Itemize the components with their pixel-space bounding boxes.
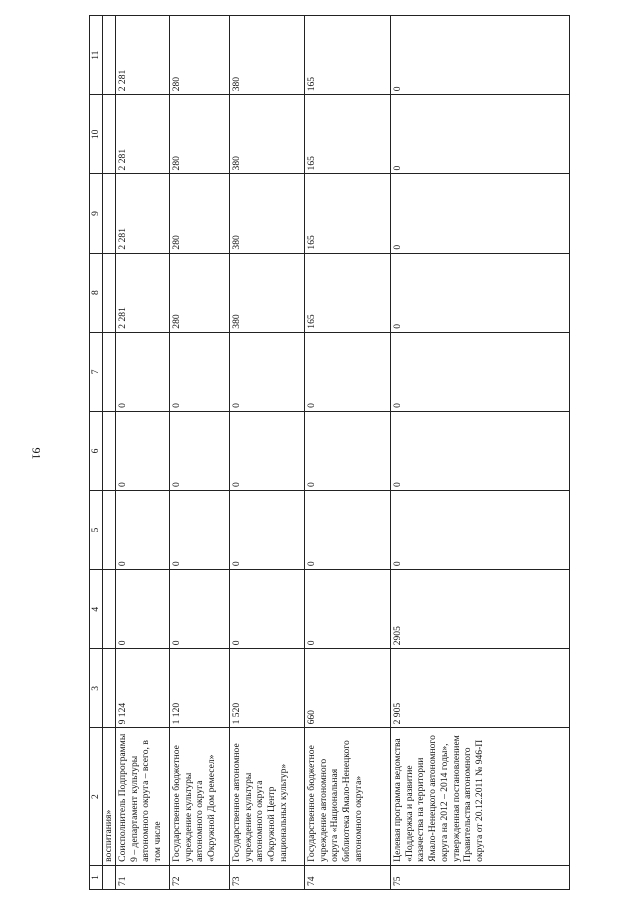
table-cell: [103, 332, 116, 411]
row-name: Соисполнитель Подпрограммы 9 – департамент культуры автономного округа – всего, в том числе: [116, 728, 170, 865]
table-cell: [103, 491, 116, 570]
row-number: 75: [391, 865, 570, 889]
budget-table: [89, 15, 570, 890]
value-cell: 0: [116, 332, 170, 411]
value-cell: 0: [170, 332, 230, 411]
value-cell: 0: [230, 332, 305, 411]
value-cell: 1 120: [170, 649, 230, 728]
value-cell: 0: [305, 491, 391, 570]
table-cell: [103, 253, 116, 332]
value-cell: 0: [391, 491, 570, 570]
value-cell: 0: [391, 174, 570, 253]
value-cell: 2905: [391, 570, 570, 649]
row-number: 74: [305, 865, 391, 889]
value-cell: 165: [305, 253, 391, 332]
value-cell: 0: [391, 411, 570, 490]
value-cell: 0: [116, 491, 170, 570]
column-header: 5: [90, 491, 103, 570]
value-cell: 165: [305, 95, 391, 174]
value-cell: 165: [305, 16, 391, 95]
value-cell: 0: [305, 411, 391, 490]
row-name: Государственное бюджетное учреждение автономного округа «Национальная библиотека Ямало-Ненецкого автономного округа»: [305, 728, 391, 865]
column-header: 7: [90, 332, 103, 411]
rotated-table-container: [89, 15, 570, 890]
column-header: 8: [90, 253, 103, 332]
table-row: [391, 16, 570, 890]
value-cell: 380: [230, 16, 305, 95]
value-cell: 0: [170, 491, 230, 570]
column-header: 4: [90, 570, 103, 649]
column-header: 1: [90, 865, 103, 889]
value-cell: 0: [230, 491, 305, 570]
value-cell: 280: [170, 16, 230, 95]
value-cell: 2 281: [116, 16, 170, 95]
page-number: 91: [29, 447, 44, 460]
value-cell: 0: [391, 16, 570, 95]
value-cell: 0: [230, 411, 305, 490]
table-cell: [103, 16, 116, 95]
table-cell: [103, 95, 116, 174]
column-header: 9: [90, 174, 103, 253]
value-cell: 380: [230, 253, 305, 332]
row-number: 72: [170, 865, 230, 889]
table-cell: [103, 865, 116, 889]
column-header: 2: [90, 728, 103, 865]
value-cell: 280: [170, 174, 230, 253]
value-cell: 0: [391, 95, 570, 174]
value-cell: 380: [230, 174, 305, 253]
value-cell: 2 905: [391, 649, 570, 728]
value-cell: 1 520: [230, 649, 305, 728]
value-cell: 0: [116, 411, 170, 490]
value-cell: 0: [305, 570, 391, 649]
table-row: [170, 16, 230, 890]
column-header: 11: [90, 16, 103, 95]
value-cell: 0: [170, 411, 230, 490]
row-number: 73: [230, 865, 305, 889]
value-cell: 9 124: [116, 649, 170, 728]
value-cell: 660: [305, 649, 391, 728]
column-header: 10: [90, 95, 103, 174]
row-number: 71: [116, 865, 170, 889]
table-cell: [103, 411, 116, 490]
value-cell: 280: [170, 95, 230, 174]
header-row: [90, 16, 103, 890]
value-cell: 0: [391, 332, 570, 411]
value-cell: 0: [305, 332, 391, 411]
table-row: [230, 16, 305, 890]
continuation-text: воспитания»: [103, 728, 116, 865]
continuation-row: [103, 16, 116, 890]
value-cell: 0: [230, 570, 305, 649]
table-row: [305, 16, 391, 890]
value-cell: 2 281: [116, 174, 170, 253]
row-name: Государственное автономное учреждение культуры автономного округа «Окружной Центр национальных культур»: [230, 728, 305, 865]
value-cell: 0: [391, 253, 570, 332]
column-header: 6: [90, 411, 103, 490]
table-cell: [103, 174, 116, 253]
table-cell: [103, 649, 116, 728]
column-header: 3: [90, 649, 103, 728]
value-cell: 2 281: [116, 253, 170, 332]
table-cell: [103, 570, 116, 649]
row-name: Государственное бюджетное учреждение культуры автономного округа «Окружной Дом ремесел»: [170, 728, 230, 865]
value-cell: 2 281: [116, 95, 170, 174]
value-cell: 165: [305, 174, 391, 253]
value-cell: 380: [230, 95, 305, 174]
value-cell: 0: [170, 570, 230, 649]
value-cell: 280: [170, 253, 230, 332]
row-name: Целевая программа ведомства «Поддержка и развитие казачества на территории Ямало-Ненецкого автономного округа на 2012 – 2014 годы», утвержденная постановлением Правительства автономного округа от 20.12.2011 № 946-П: [391, 728, 570, 865]
table-row: [116, 16, 170, 890]
value-cell: 0: [116, 570, 170, 649]
